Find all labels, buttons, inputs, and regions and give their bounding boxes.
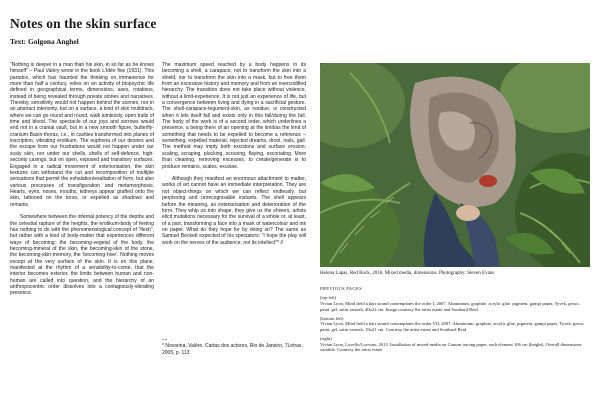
paragraph: Somewhere between the infernal potency of the depths and the celestial rapture of the heights, the erotikum-body of feeling has nothing to do with the phenomenological concept of “flesh”, but rather with a kind of body-matter that experiences different ways of becoming: the becoming-vegetal of the body, the becoming-mineral of the skin, the becoming-skin of the stone, the becoming-skin-memory, the ‘becoming-hive’. Nothing moves except at the very surface of the skin. It is on this plane, manifested at the rhythm of a sensibility-to-come, that the interior becomes exterior, the limits between human and non-human are called into question, and the hierarchy of an anthropocentric order dissolves into a contagiously-vibrating presence.	[10, 214, 154, 297]
photo-caption: Helena Lapas, Red Rock, 2016. Mixed media, dimensions. Photography: Steven Evans	[320, 271, 495, 276]
footnote	[162, 337, 307, 356]
credit-label: (bottom left)	[320, 315, 344, 321]
credit-block	[320, 295, 590, 312]
credit-text: Vivian Lyon, Lovello/Lovvino, 2013. Installation of mixed media on Canson tracing paper, each element 106 cm (height). Overall dimensions variable. Courtesy the artist estate	[320, 341, 582, 353]
article-title: Notes on the skin surface	[10, 16, 157, 31]
credit-block	[320, 316, 590, 333]
paragraph: Although they manifest an enormous attachment to matter, works of art cannot have an immediate interpretation. They are not object-things on which we can reflect endlessly, but perplexing and unrecognisable instants. The shell appears before the meaning, as exteriorisation and deterioration of the form. They whip us into shape, they give us the shivers, artists elicit mutations necessary for the survival of a whole or, at least, of a part, transforming a face into a mask of watercolour and ink on paper. What do they hope for by doing so? The same as Samuel Beckett expected of his spectators: “I hope the play will work on the nerves of the audience, not its intellect”* //	[162, 176, 306, 246]
previous-pages-credits	[320, 286, 590, 356]
previous-pages-heading: PREVIOUS PAGES	[320, 286, 362, 291]
text-column-middle	[162, 62, 306, 246]
article-byline: Text: Golgona Anghel	[10, 37, 79, 46]
credit-label: (right)	[320, 335, 332, 341]
paragraph: “Nothing is deeper in a man than his skin, in so far as he knows himself” – Paul Valéry wrote in the book L’Idée fixe (1931). This paradox, which has haunted the thinking on immanence for more than half a century, relies on an activity of biopsychic life defined in geographical terms, dimensions, axes, rotations, instead of being revealed through private stories and narratives. Thereby, sensitivity would not happen behind the scenes, nor in an abstract interiority, but on a surface, a kind of skin multitrack, where we can go round and round, walk aimlessly, open trails of time and blood. The spectacle of our joys and sorrows would end not in a cranial vault, but in a new smooth figure, butterfly-cranium-Basin-thorax, i.e., in cavities transformed into planes of inscription, vibrating erotikum. The euphoria of our desires and the escape from our frustrations would not happen under our scaly skin, nor under our shells, shells of self-defence, high-security casings, but on open, exposed and transitory surfaces. Engaged in a radical movement of exteriorisation, the skin textures can withstand the cut and recomposition of multiple sensations that permit the exhalation/exaltation of form, but also various processes of transfiguration and metamorphosis. Hearts, eyes, noses, mouths, kidneys appear grafted onto the skin, tattooed on the torso, or expelled as shadows and remains.	[10, 62, 154, 208]
artwork-photo	[320, 63, 590, 267]
text-column-left	[10, 62, 154, 297]
credit-label: (top left)	[320, 295, 337, 301]
paragraph: The maximum speed reached by a body happens in its becoming a shell, a carapace, not to transform the skin into a shield, nor to transform the skin into a mask, but to free them from an excessive history and memory and from an overcodified hierarchy. The transition does not take place without violence, without a limit-experience. It is not just an experience of life, but a convergence between living and dying in a sacrificial gesture. The shell-carapace-tegument-skin, as residue, is constructed when it lets itself fall and exists only in this fall/during the fall. The body of the work is of a second order, which underlines a presence, a being there of an opening at the limit/as the limit of something that needs to be expelled to become a reference – something, expelled material, rejected dreams, drool, nails, gall. The method may imply both excisions and surface erosion: scaling, scraping, plucking, scouring, flaying, excoriating. More than cleaning, removing excesses, to create/generate is to produce remains, scales, exuviae.	[162, 62, 306, 170]
credit-text: Vivian Lyon, Mind field a hair strand contemplates the order I, 2007. Aluminium, graphite, acrylic glue, pigment, gampi paper, Tyvek, gesso, paint, gel, satin varnish, 40x22 cm. Image courtesy the artist estate and Southard Reid	[320, 300, 580, 312]
footnote-text: * Novarina, Valère, Cartas dos actores, Rio de Janeiro, 7Letras, 2005, p. 113	[162, 343, 303, 356]
credit-block	[320, 336, 590, 353]
footnote-rule: —	[162, 337, 168, 343]
artwork-photo-illustration	[320, 63, 590, 267]
credit-text: Vivian Lyon, Mind field a hair strand contemplates the order VII, 2007. Aluminium, graphite, acrylic glue, pigment, gampi paper, Tyvek, gesso, paint, gel, satin varnish, 19x21 cm. Courtesy the artist estate and Southard Reid	[320, 321, 585, 332]
